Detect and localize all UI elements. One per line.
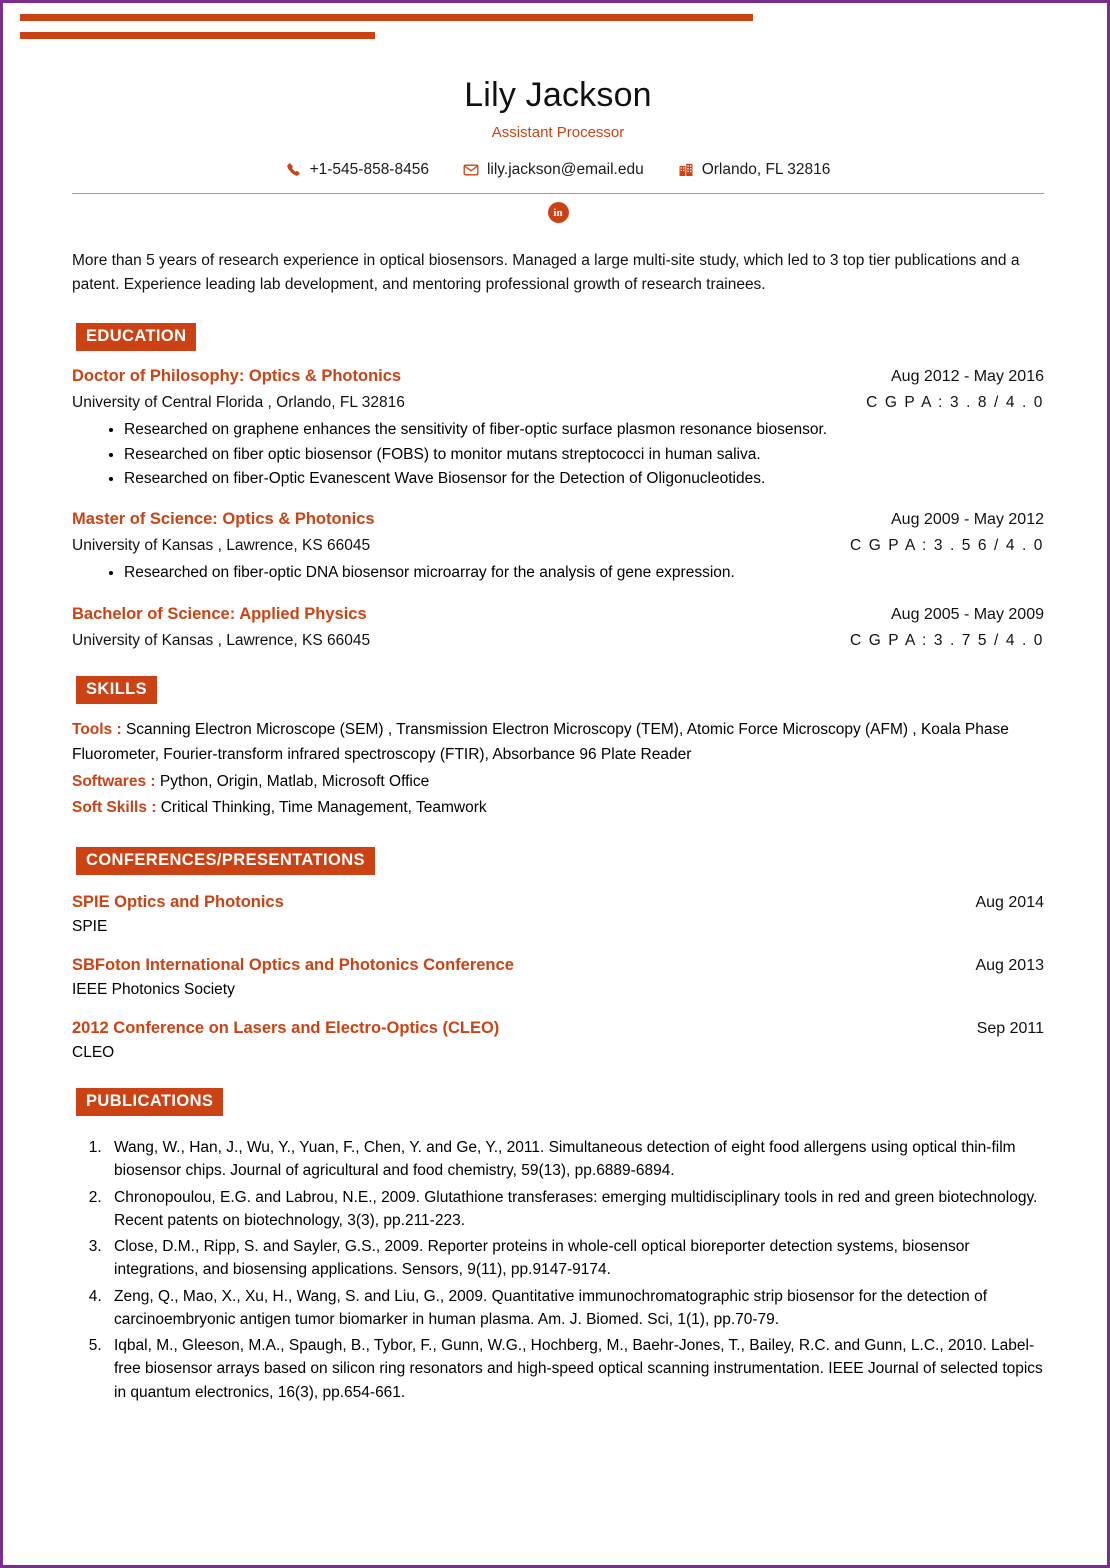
summary-text: More than 5 years of research experience in optical biosensors. Managed a large multi-site study, which led to 3 top tier publications and a patent. Experience leading lab development, and mentoring professional growth of research trainees.	[72, 252, 1020, 294]
degree-title: Doctor of Philosophy: Optics & Photonics	[72, 367, 402, 386]
building-icon	[678, 162, 694, 178]
phone-text: +1-545-858-8456	[309, 161, 429, 178]
publication-item: 3. Close, D.M., Ripp, S. and Sayler, G.S., 2009. Reporter proteins in whole-cell optical bioreporter detection systems, biosensor integrations, and biosensing applications. Sensors, 9(11), pp.9147-9174.	[106, 1235, 1044, 1282]
conference-entry-header	[72, 893, 1044, 912]
contact-email[interactable]	[463, 161, 644, 179]
publication-item: 4. Zeng, Q., Mao, X., Xu, H., Wang, S. and Liu, G., 2009. Quantitative immunochromatographic strip biosensor for the detection of carcinoembryonic antigen tumor biomarker in human plasma. Am. J. Biomed. Sci, 1(1), pp.70-79.	[106, 1285, 1044, 1332]
conference-organization: IEEE Photonics Society	[72, 981, 235, 999]
degree-date: Aug 2005 - May 2009	[891, 605, 1044, 623]
skill-label: Tools :	[72, 720, 122, 738]
social-row	[72, 202, 1044, 223]
education-bullets	[72, 562, 1044, 584]
education-entry-header	[72, 510, 1044, 529]
education-entry-subheader	[72, 529, 1044, 555]
resume-content	[6, 50, 1110, 1407]
conference-title: SBFoton International Optics and Photonics Conference	[72, 956, 514, 975]
conference-date: Aug 2013	[975, 957, 1044, 975]
conferences-list	[72, 893, 1044, 1062]
skill-value: Scanning Electron Microscope (SEM) , Transmission Electron Microscopy (TEM), Atomic Force Microscopy (AFM) , Koala Phase Fluorometer, Fourier-transform infrared spectroscopy (FTIR), Absorbance 96 Plate Reader	[72, 720, 1009, 763]
education-entry-subheader	[72, 624, 1044, 650]
conference-organization: SPIE	[72, 918, 108, 936]
education-entry-subheader	[72, 386, 1044, 412]
candidate-title: Assistant Processor	[491, 124, 625, 141]
school-name: University of Kansas , Lawrence, KS 66045	[72, 537, 371, 555]
bullet-item: • Researched on fiber-Optic Evanescent Wave Biosensor for the Detection of Oligonucleotides.	[124, 468, 1044, 490]
conference-entry-header	[72, 1019, 1044, 1038]
skill-label: Soft Skills :	[72, 799, 157, 817]
location-text: Orlando, FL 32816	[701, 161, 831, 178]
phone-icon	[286, 162, 302, 178]
email-text: lily.jackson@email.edu	[486, 161, 644, 178]
degree-title: Master of Science: Optics & Photonics	[72, 510, 375, 529]
education-entry-header	[72, 605, 1044, 624]
school-name: University of Kansas , Lawrence, KS 66045	[72, 631, 371, 649]
resume-canvas	[6, 6, 1110, 1568]
decorative-bar-secondary	[20, 32, 375, 39]
skill-value: Python, Origin, Matlab, Microsoft Office	[159, 772, 430, 790]
publications-list	[72, 1136, 1044, 1404]
conference-entry	[72, 956, 1044, 999]
conference-title: 2012 Conference on Lasers and Electro-Optics (CLEO)	[72, 1019, 500, 1038]
conference-organization: CLEO	[72, 1044, 115, 1062]
conference-entry-header	[72, 956, 1044, 975]
skill-value: Critical Thinking, Time Management, Teamwork	[160, 799, 487, 817]
contact-phone[interactable]	[286, 161, 429, 179]
education-entry	[72, 510, 1044, 584]
education-entry	[72, 605, 1044, 650]
linkedin-icon[interactable]: in	[548, 202, 569, 223]
section-heading-skills: SKILLS	[76, 676, 157, 704]
conference-title: SPIE Optics and Photonics	[72, 893, 284, 912]
conference-date: Aug 2014	[975, 894, 1044, 912]
gpa-value: C G P A : 3 . 7 5 / 4 . 0	[850, 631, 1044, 649]
mail-icon	[463, 162, 479, 178]
skill-row	[72, 796, 1044, 821]
degree-title: Bachelor of Science: Applied Physics	[72, 604, 367, 623]
education-entry-header	[72, 367, 1044, 386]
skill-label: Softwares :	[72, 772, 156, 790]
conference-entry	[72, 1019, 1044, 1062]
degree-date: Aug 2009 - May 2012	[891, 511, 1044, 529]
bullet-item: • Researched on graphene enhances the sensitivity of fiber-optic surface plasmon resonance biosensor.	[124, 419, 1044, 441]
education-bullets	[72, 419, 1044, 490]
candidate-name: Lily Jackson	[464, 76, 652, 114]
header-divider	[72, 193, 1044, 194]
school-name: University of Central Florida , Orlando, FL 32816	[72, 394, 405, 412]
education-list	[72, 367, 1044, 650]
conference-date: Sep 2011	[976, 1020, 1044, 1038]
section-heading-conferences: CONFERENCES/PRESENTATIONS	[76, 847, 375, 875]
contact-location[interactable]	[678, 161, 831, 179]
section-heading-education: EDUCATION	[76, 323, 196, 351]
publication-item: 2. Chronopoulou, E.G. and Labrou, N.E., 2009. Glutathione transferases: emerging multidisciplinary tools in red and green biotechnology. Recent patents on biotechnology, 3(3), pp.211-223.	[106, 1186, 1044, 1233]
skills-list	[72, 718, 1044, 821]
degree-date: Aug 2012 - May 2016	[891, 368, 1044, 386]
gpa-value: C G P A : 3 . 8 / 4 . 0	[866, 394, 1044, 412]
bullet-item: • Researched on fiber optic biosensor (FOBS) to monitor mutans streptococci in human saliva.	[124, 444, 1044, 466]
skill-row	[72, 718, 1044, 768]
section-heading-publications: PUBLICATIONS	[76, 1088, 223, 1116]
skill-row	[72, 770, 1044, 795]
education-entry	[72, 367, 1044, 490]
bullet-item: • Researched on fiber-optic DNA biosensor microarray for the analysis of gene expression.	[124, 562, 1044, 584]
contact-row	[72, 161, 1044, 179]
conference-entry	[72, 893, 1044, 936]
decorative-bar-primary	[20, 14, 753, 21]
publication-item: 5. Iqbal, M., Gleeson, M.A., Spaugh, B., Tybor, F., Gunn, W.G., Hochberg, M., Baehr-Jones, T., Bailey, R.C. and Gunn, L.C., 2010. Label-free biosensor arrays based on silicon ring resonators and high-speed optical scanning instrumentation. IEEE Journal of selected topics in quantum electronics, 16(3), pp.654-661.	[106, 1334, 1044, 1404]
publication-item: 1. Wang, W., Han, J., Wu, Y., Yuan, F., Chen, Y. and Ge, Y., 2011. Simultaneous detection of eight food allergens using optical thin-film biosensor chips. Journal of agricultural and food chemistry, 59(13), pp.6889-6894.	[106, 1136, 1044, 1183]
gpa-value: C G P A : 3 . 5 6 / 4 . 0	[850, 537, 1044, 555]
